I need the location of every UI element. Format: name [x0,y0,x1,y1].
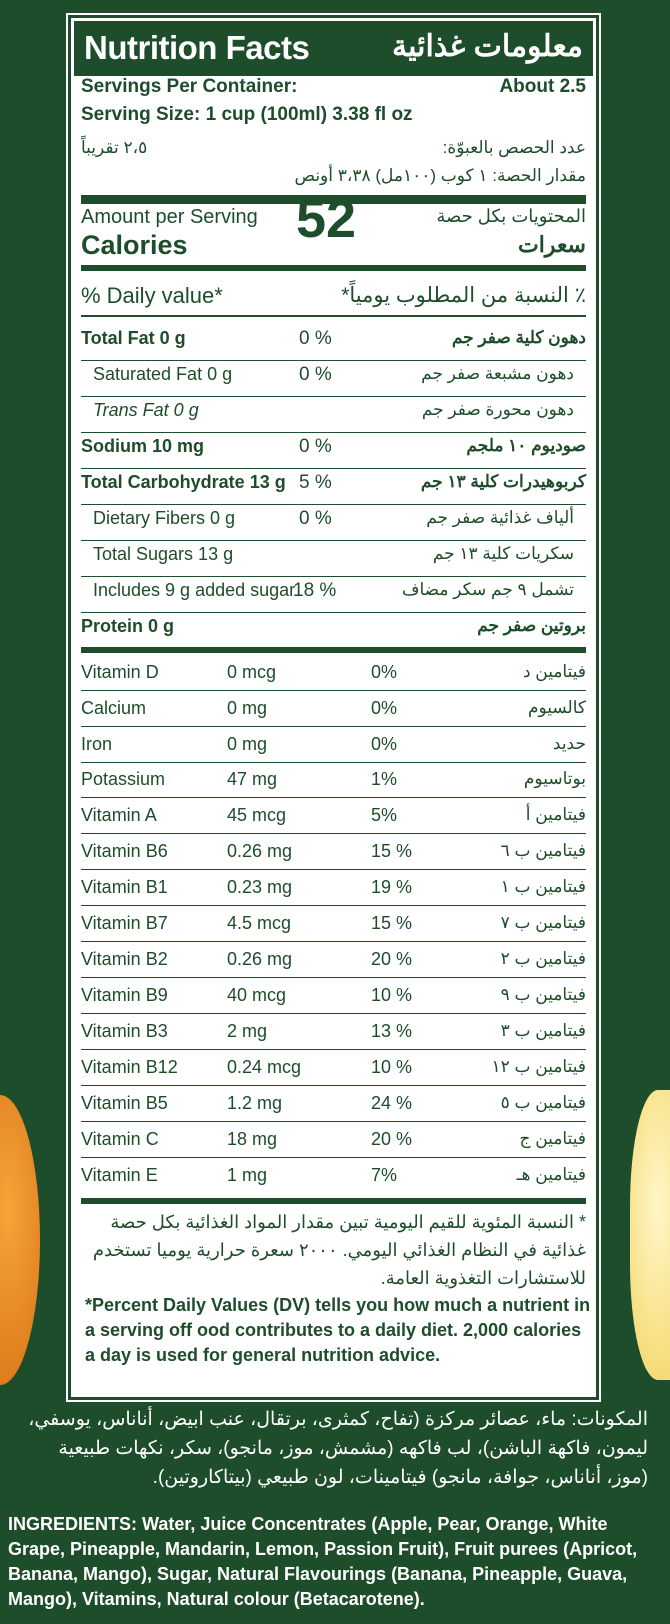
vitamin-amount: 0 mg [227,734,268,754]
vitamin-name: Vitamin B6 [81,841,168,861]
vitamin-name-ar: فيتامين أ [525,805,586,824]
row-divider [81,504,586,505]
calories-label-ar: سعرات [517,232,586,257]
vitamin-amount: 0.26 mg [227,949,293,969]
row-divider [81,1121,586,1122]
nutrient-name-ar: دهون محورة صفر جم [421,400,574,419]
row-divider [81,833,586,834]
vitamin-name: Vitamin B3 [81,1021,168,1041]
row-divider [81,977,586,978]
vitamin-name: Vitamin B2 [81,949,168,969]
vitamin-name: Vitamin E [81,1165,158,1185]
divider-medium [81,1198,586,1204]
vitamin-name-ar: فيتامين ج [519,1129,586,1148]
vitamin-name: Vitamin B5 [81,1093,168,1113]
nutrient-pct: 5 % [299,472,332,493]
nutrition-facts-panel [68,15,599,1400]
vitamin-name-ar: كالسيوم [527,698,586,717]
vitamin-pct: 1% [371,769,398,789]
row-divider [81,540,586,541]
vitamin-name: Vitamin B9 [81,985,168,1005]
vitamin-amount: 45 mcg [227,805,287,825]
row-divider [81,360,586,361]
vitamin-name: Vitamin D [81,662,159,682]
serving-size-ar: مقدار الحصة: ١ كوب (١٠٠مل) ٣،٣٨ أونص [294,166,586,185]
footnote-en: *Percent Daily Values (DV) tells you how much a nutrient in a serving off ood contributes to a daily diet. 2,000 calories a day is used for general nutrition advice. [85,1295,591,1365]
vitamin-pct: 20 % [371,1129,413,1149]
row-divider [81,1157,586,1158]
ingredients-ar: المكونات: ماء، عصائر مركزة (تفاح، كمثرى، برتقال، عنب ابيض، أناناس، يوسفي، ليمون، فاكهة الباشن)، لب فاكهه (مشمش، موز، مانجو)، سكر، نكهات طبيعية (موز، أناناس، جوافة، مانجو) فيتامينات، لون طبيعي (بيتاكاروتين). [28,1409,648,1488]
vitamin-amount: 0 mcg [227,662,277,682]
calories-label: Calories [81,230,188,260]
row-divider [81,576,586,577]
vitamin-name: Vitamin B1 [81,877,168,897]
row-divider [81,396,586,397]
row-divider [81,869,586,870]
vitamin-name-ar: فيتامين ب ١٢ [491,1057,586,1076]
vitamin-name-ar: حديد [552,734,586,753]
vitamin-amount: 1.2 mg [227,1093,283,1113]
vitamin-amount: 0 mg [227,698,268,718]
nutrient-name: Sodium 10 mg [81,436,205,456]
nutrient-name: Includes 9 g added sugar [93,580,296,600]
serving-size: Serving Size: 1 cup (100ml) 3.38 fl oz [81,104,413,125]
servings-value-ar: ٢،٥ تقريباً [81,138,148,157]
vitamin-name: Vitamin B12 [81,1057,178,1077]
vitamin-name: Iron [81,734,113,754]
vitamin-pct: 5% [371,805,398,825]
nutrient-name: Total Fat 0 g [81,328,186,348]
vitamin-name-ar: فيتامين ب ٢ [500,949,586,968]
vitamin-amount: 1 mg [227,1165,268,1185]
vitamin-amount: 0.24 mcg [227,1057,302,1077]
vitamin-pct: 15 % [371,841,413,861]
vitamin-pct: 10 % [371,1057,413,1077]
vitamin-pct: 24 % [371,1093,413,1113]
row-divider [81,726,586,727]
nutrient-pct: 0 % [299,436,332,457]
row-divider [81,690,586,691]
vitamin-name-ar: فيتامين ب ٩ [500,985,586,1004]
nutrient-name-ar: تشمل ٩ جم سكر مضاف [401,580,574,599]
vitamin-pct: 15 % [371,913,413,933]
vitamin-name-ar: فيتامين ب ٥ [500,1093,586,1112]
vitamin-pct: 0% [371,698,398,718]
dv-label-ar: ٪ النسبة من المطلوب يومياً* [341,284,586,307]
vitamin-name-ar: فيتامين ب ٦ [500,841,586,860]
vitamin-name: Calcium [81,698,147,718]
nutrient-name: Saturated Fat 0 g [93,364,233,384]
row-divider [81,1049,586,1050]
row-divider [81,941,586,942]
calories-value: 52 [296,189,357,249]
nutrient-name: Dietary Fibers 0 g [93,508,236,528]
orange-fruit-image [0,1095,40,1385]
divider-thin [81,315,586,317]
row-divider [81,1085,586,1086]
vitamin-name: Vitamin A [81,805,157,825]
divider-medium [81,647,586,653]
row-divider [81,797,586,798]
servings-label-ar: عدد الحصص بالعبوّة: [442,138,586,157]
vitamin-pct: 0% [371,734,398,754]
nutrient-pct: 0 % [299,328,332,349]
vitamin-name: Vitamin C [81,1129,159,1149]
nutrient-name: Total Sugars 13 g [93,544,234,564]
nutrient-name: Total Carbohydrate 13 g [81,472,286,492]
amount-label-ar: المحتويات بكل حصة [436,206,586,226]
vitamin-name-ar: بوتاسيوم [523,769,586,788]
vitamin-pct: 10 % [371,985,413,1005]
vitamin-pct: 20 % [371,949,413,969]
vitamin-amount: 18 mg [227,1129,278,1149]
nutrient-name: Protein 0 g [81,616,175,636]
nutrient-name-ar: سكريات كلية ١٣ جم [432,544,574,563]
vitamin-amount: 4.5 mcg [227,913,292,933]
vitamin-name: Vitamin B7 [81,913,168,933]
row-divider [81,432,586,433]
row-divider [81,612,586,613]
row-divider [81,468,586,469]
servings-value: About 2.5 [499,76,586,97]
vitamin-amount: 47 mg [227,769,278,789]
vitamin-name-ar: فيتامين هـ [516,1165,586,1184]
nutrient-name-ar: دهون كلية صفر جم [451,328,586,347]
footnote-ar: * النسبة المئوية للقيم اليومية تبين مقدار المواد الغذائية بكل حصة غذائية في النظام الغذائي اليومي. ٢٠٠٠ سعرة حرارية يوميا تستخدم للاستشارات التغذوية العامة. [92,1212,586,1288]
vitamin-name-ar: فيتامين ب ٧ [500,913,586,932]
vitamin-name: Potassium [81,769,166,789]
servings-label: Servings Per Container: [81,76,298,97]
nutrient-name-ar: ألياف غذائية صفر جم [426,508,574,527]
nutrient-name-ar: كربوهيدرات كلية ١٣ جم [420,472,586,491]
row-divider [81,762,586,763]
vitamin-pct: 0% [371,662,398,682]
vitamin-name-ar: فيتامين د [522,662,586,681]
vitamin-pct: 7% [371,1165,398,1185]
vitamin-name-ar: فيتامين ب ٣ [500,1021,586,1040]
nutrient-name: Trans Fat 0 g [93,400,199,420]
ingredients-en: INGREDIENTS: Water, Juice Concentrates (Apple, Pear, Orange, White Grape, Pineapple, Mandarin, Lemon, Passion Fruit), Fruit purees (Apricot, Banana, Mango), Sugar, Natural Flavourings (Banana, Pineapple, Guava, Mango), Vitamins, Natural colour (Betacarotene). [8,1514,638,1609]
row-divider [81,905,586,906]
nutrient-name-ar: صوديوم ١٠ ملجم [466,436,586,455]
row-divider [81,1013,586,1014]
amount-label: Amount per Serving [81,206,258,228]
nutrient-name-ar: بروتين صفر جم [477,616,586,635]
nutrient-pct: 0 % [299,364,332,385]
vitamin-pct: 19 % [371,877,413,897]
title-bar [74,21,593,76]
divider-medium [81,265,586,271]
title-ar: معلومات غذائية [391,30,583,63]
vitamin-amount: 2 mg [227,1021,268,1041]
dv-label: % Daily value* [81,283,223,308]
nutrient-pct: 0 % [299,508,332,529]
banana-fruit-image [630,1090,670,1380]
vitamin-name-ar: فيتامين ب ١ [500,877,586,896]
vitamin-amount: 0.26 mg [227,841,293,861]
nutrient-name-ar: دهون مشبعة صفر جم [421,364,574,383]
vitamin-amount: 40 mcg [227,985,287,1005]
nutrient-pct: 18 % [293,580,337,601]
title-en: Nutrition Facts [84,29,310,66]
vitamin-amount: 0.23 mg [227,877,293,897]
vitamin-pct: 13 % [371,1021,413,1041]
